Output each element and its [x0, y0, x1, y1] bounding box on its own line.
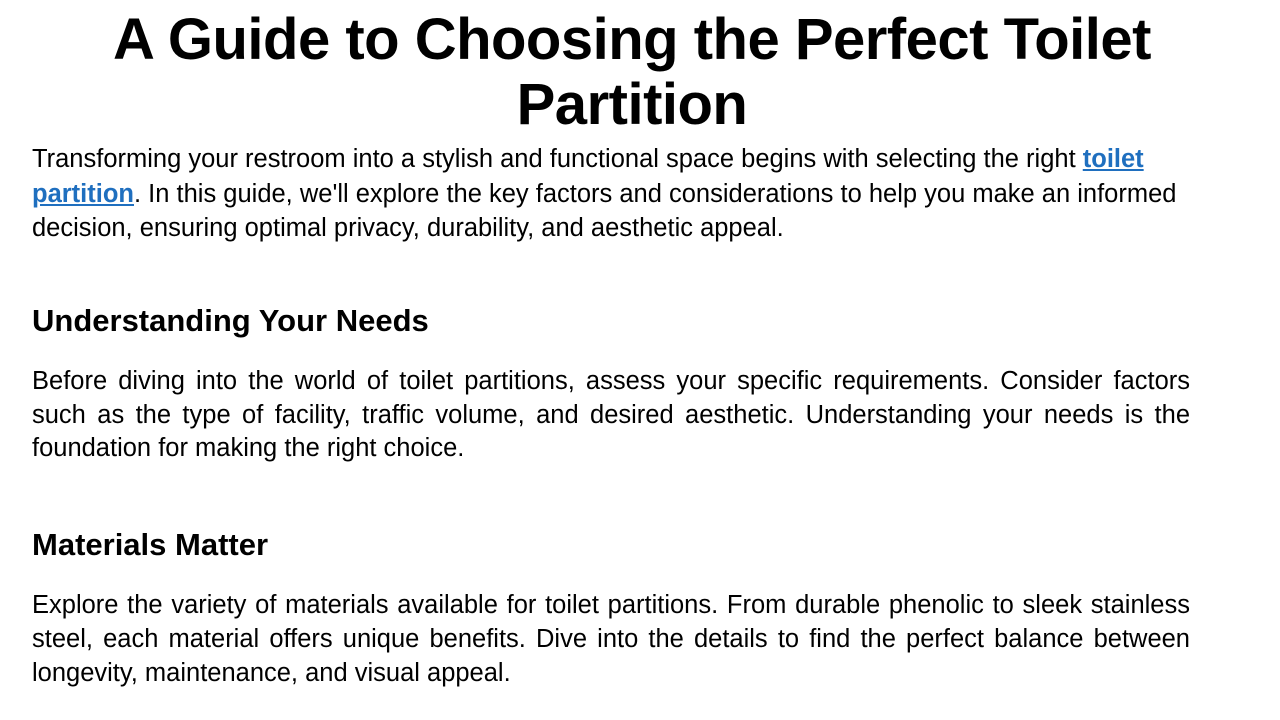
page-title: A Guide to Choosing the Perfect Toilet Partition — [113, 7, 1151, 137]
spacer — [32, 563, 1232, 589]
toilet-partition-link[interactable]: toilet partition — [32, 144, 1144, 208]
section-body-understanding-your-needs: Before diving into the world of toilet partitions, assess your specific requirements. Consider factors such as the type of facility, traffic volume, and desired aesthetic. Understanding your needs is the foundation for making the right choice. — [32, 367, 1190, 463]
intro-paragraph — [32, 142, 1232, 246]
section-body-materials-matter: Explore the variety of materials available for toilet partitions. From durable phenolic to sleek stainless steel, each material offers unique benefits. Dive into the details to find the perfect balance between longevity, maintenance, and visual appeal. — [32, 591, 1190, 687]
intro-text-after-link: . In this guide, we'll explore the key factors and considerations to help you make an informed decision, ensuring optimal privacy, durability, and aesthetic appeal. — [32, 179, 1177, 243]
spacer — [32, 466, 1232, 526]
spacer — [32, 339, 1232, 365]
spacer — [32, 246, 1232, 302]
section-heading-materials-matter: Materials Matter — [32, 527, 269, 563]
section-heading-understanding-your-needs: Understanding Your Needs — [32, 302, 429, 338]
intro-text-before-link: Transforming your restroom into a stylish and functional space begins with selecting the right — [32, 144, 1083, 173]
